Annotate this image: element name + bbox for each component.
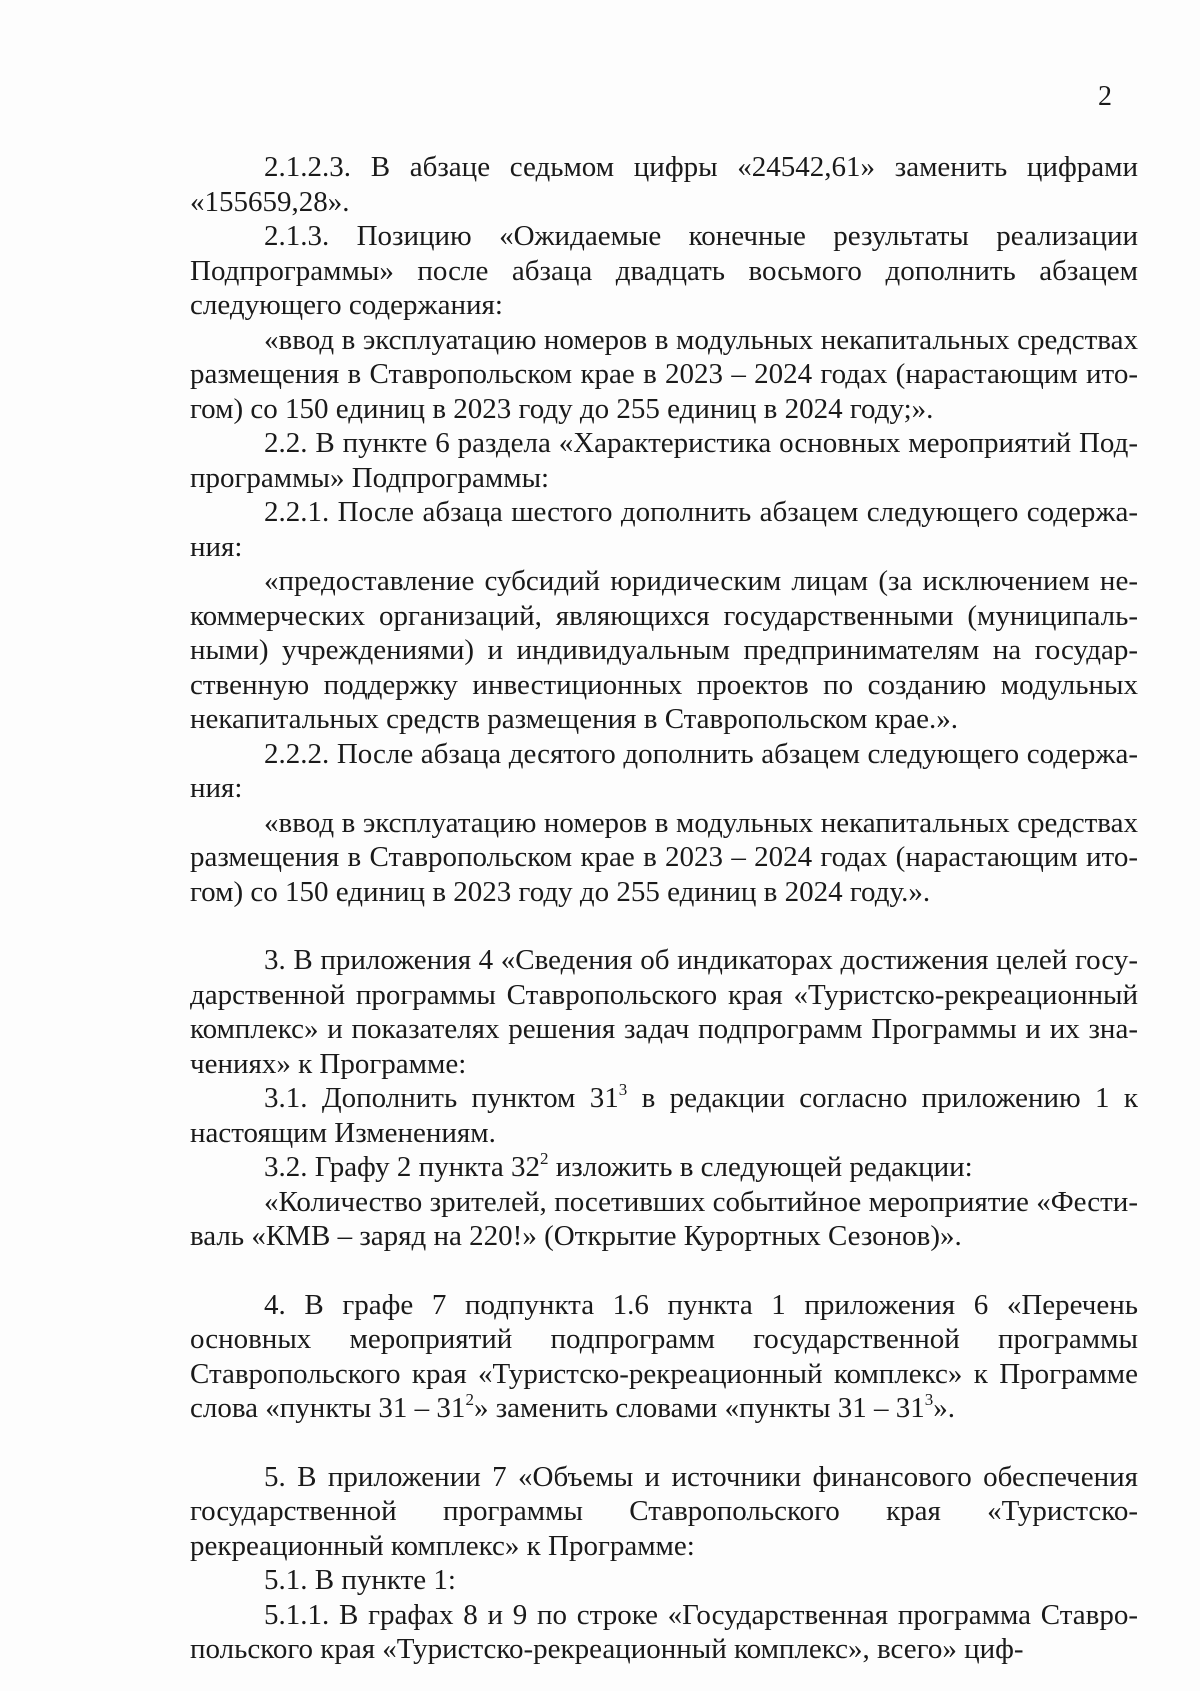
paragraph-text: 3.2. Графу 2 пункта 32 [264, 1151, 541, 1183]
paragraph-p3 [190, 323, 1138, 427]
paragraph-text: 3. В приложения 4 «Сведения об индикаторах достижения целей государственной программы Ставропольского края «Туристско-рекреационный комплекс» и показателях решения задач подпрограмм Программы и их значениях» к Программе: [190, 944, 1138, 1080]
paragraph-text: «предоставление субсидий юридическим лицам (за исключением некоммерческих организаций, являющихся государственными (муниципальными) учреждениями) и индивидуальным предпринимателям на государственную поддержку инвестиционных проектов по созданию модульных некапитальных средств размещения в Ставропольском крае.». [190, 565, 1138, 735]
paragraph-text: 5.1.1. В графах 8 и 9 по строке «Государственная программа Ставропольского края «Туристско-рекреационный комплекс», всего» циф- [190, 1598, 1138, 1665]
page-number: 2 [1098, 81, 1112, 112]
paragraph-gap [190, 1254, 1138, 1288]
paragraph-text: 2.2.2. После абзаца десятого дополнить абзацем следующего содержания: [190, 737, 1138, 804]
paragraph-text: «Количество зрителей, посетивших событийное мероприятие «Фестиваль «КМВ – заряд на 220!» (Открытие Курортных Сезонов)». [190, 1185, 1138, 1252]
superscript: 2 [540, 1149, 549, 1169]
paragraph-text: 5. В приложении 7 «Объемы и источники финансового обеспечения государственной программы Ставропольского края «Туристско-рекреационный комплекс» к Программе: [190, 1460, 1138, 1562]
paragraph-p2 [190, 219, 1138, 323]
paragraph-text: 4. В графе 7 подпункта 1.6 пункта 1 приложения 6 «Перечень основных мероприятий подпрограмм государственной программы Ставропольского края «Туристско-рекреационный комплекс» к Программе слова «пункты 31 – 31 [190, 1288, 1138, 1424]
paragraph-p7 [190, 737, 1138, 806]
paragraph-p9 [190, 943, 1138, 1081]
paragraph-text: 2.2.1. После абзаца шестого дополнить абзацем следующего содержания: [190, 496, 1138, 563]
paragraph-text: 5.1. В пункте 1: [264, 1564, 456, 1596]
paragraph-p13 [190, 1288, 1138, 1426]
paragraph-p10 [190, 1081, 1138, 1150]
paragraph-text: 2.2. В пункте 6 раздела «Характеристика основных мероприятий Подпрограммы» Подпрограммы: [190, 427, 1138, 494]
paragraph-text: 2.1.3. Позицию «Ожидаемые конечные результаты реализации Подпрограммы» после абзаца двадцать восьмого дополнить абзацем следующего содержания: [190, 220, 1138, 321]
paragraph-gap [190, 909, 1138, 943]
paragraph-text: «ввод в эксплуатацию номеров в модульных некапитальных средствах размещения в Ставропольском крае в 2023 – 2024 годах (нарастающим итогом) со 150 единиц в 2023 году до 255 единиц в 2024 году.». [190, 806, 1138, 908]
paragraph-p6 [190, 564, 1138, 737]
paragraph-text: ». [933, 1392, 955, 1424]
superscript: 2 [465, 1390, 474, 1410]
paragraph-gap [190, 1426, 1138, 1460]
superscript: 3 [618, 1080, 628, 1100]
paragraph-text: 3.1. Дополнить пунктом 31 [264, 1082, 619, 1114]
paragraph-p15 [190, 1563, 1138, 1598]
paragraph-p11 [190, 1150, 1138, 1185]
paragraph-p16 [190, 1598, 1138, 1667]
paragraph-text: в редакции согласно приложению 1 к настоящим Изменениям. [190, 1082, 1138, 1149]
paragraph-p8 [190, 806, 1138, 910]
paragraph-p14 [190, 1460, 1138, 1564]
paragraph-text: «ввод в эксплуатацию номеров в модульных некапитальных средствах размещения в Ставропольском крае в 2023 – 2024 годах (нарастающим итогом) со 150 единиц в 2023 году до 255 единиц в 2024 году;». [190, 323, 1138, 425]
paragraph-text: изложить в следующей редакции: [548, 1151, 973, 1183]
paragraph-p1 [190, 150, 1138, 219]
paragraph-text: 2.1.2.3. В абзаце седьмом цифры «24542,61» заменить цифрами «155659,28». [190, 151, 1138, 218]
paragraph-text: » заменить словами «пункты 31 – 31 [473, 1392, 925, 1424]
paragraph-p5 [190, 495, 1138, 564]
superscript: 3 [924, 1390, 934, 1410]
document-body [190, 150, 1138, 1667]
paragraph-p12 [190, 1185, 1138, 1254]
paragraph-p4 [190, 426, 1138, 495]
